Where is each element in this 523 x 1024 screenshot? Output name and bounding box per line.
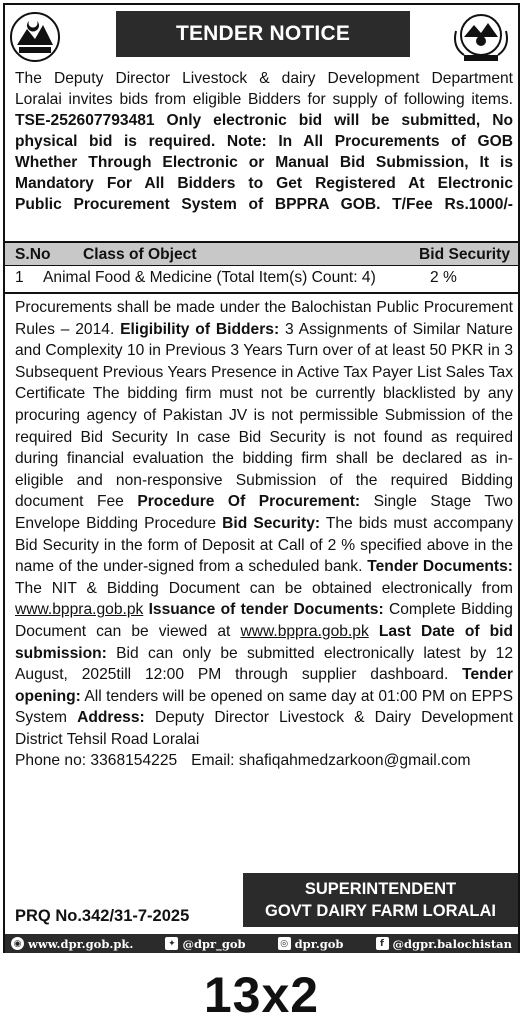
issuance-text: Complete Bidding Document can be viewed at [15, 601, 513, 640]
footer-web[interactable] [11, 937, 133, 951]
livestock-department-emblem-icon [450, 11, 512, 63]
procurement-rules-text: Procurements shall be made under the Balochistan Public Procurement Rules – 2014. [15, 299, 513, 338]
notice-header [5, 5, 518, 65]
procedure-text: Single Stage Two Envelope Bidding Procedure [15, 493, 513, 532]
intro-bold-line: Public Procurement System of BPPRA GOB. T/Fee Rs.1000/- [15, 196, 513, 213]
intro-bold-line: physical bid is required. Note: In All Procurements of GOB [15, 133, 513, 150]
issuance-label: Issuance of tender Documents: [148, 601, 384, 619]
intro-bold-line: TSE-252607793481 Only electronic bid will be submitted, No [15, 112, 513, 129]
table-row [5, 266, 518, 294]
items-table-header [5, 241, 518, 266]
footer-instagram-text: dpr.gob [294, 936, 344, 951]
bppra-link[interactable]: www.bppra.gob.pk [240, 622, 369, 640]
signatory-title: SUPERINTENDENT [304, 880, 457, 898]
intro-bold-line: Mandatory For All Bidders to Get Registered At Electronic [15, 175, 513, 192]
tender-documents-text: The NIT & Bidding Document can be obtained electronically from [15, 579, 513, 597]
cell-class: Animal Food & Medicine (Total Item(s) Count: 4) [43, 269, 376, 286]
eligibility-label: Eligibility of Bidders: [120, 320, 280, 338]
tender-opening-text: All tenders will be opened on same day at 01:00 PM on EPPS System [15, 687, 513, 727]
intro-line: The Deputy Director Livestock & dairy Development Department [15, 70, 513, 87]
page-title: TENDER NOTICE [116, 11, 410, 57]
intro-line: Loralai invites bids from eligible Bidders for supply of following items. [15, 91, 513, 108]
email-address: Email: shafiqahmedzarkoon@gmail.com [191, 752, 471, 770]
footer-instagram[interactable] [278, 937, 344, 951]
footer-twitter[interactable] [165, 937, 245, 951]
twitter-icon: ✦ [165, 937, 178, 950]
cell-sno: 1 [15, 269, 24, 286]
tender-opening-label: Tender opening: [15, 666, 513, 705]
column-header-class: Class of Object [83, 246, 197, 263]
facebook-icon: f [376, 937, 389, 950]
phone-number: Phone no: 3368154225 [15, 752, 178, 770]
intro-bold-line: Whether Through Electronic or Manual Bid Submission, It is [15, 154, 513, 171]
bppra-link[interactable]: www.bppra.gob.pk [15, 601, 144, 619]
footer-facebook-text: @dgpr.balochistan [392, 936, 512, 951]
eligibility-text: 3 Assignments of Similar Nature and Complexity 10 in Previous 3 Years Turn over of at least 50 PKR in 3 Subsequent Previous Years Presence in Active Tax Payer List Sales Tax Certificate The bidding firm must not be currently blacklisted by any procuring agency of Pakistan JV is not permissible Submission of the required Bid Security In case Bid Security is not found as required during financial evaluation the bidding firm shall be declared as in-eligible and non-responsive Submission of the required Bidding document Fee [15, 320, 513, 511]
notice-intro [15, 68, 513, 215]
tender-documents-label: Tender Documents: [367, 558, 513, 576]
column-header-sno: S.No [15, 246, 51, 263]
footer-facebook[interactable] [376, 937, 513, 951]
column-header-security: Bid Security [419, 246, 510, 263]
ad-size-tag: 13x2 [203, 967, 320, 1023]
notice-body [15, 297, 513, 772]
cell-security: 2 % [430, 269, 457, 286]
social-footer [5, 934, 518, 953]
bid-security-text: The bids must accompany Bid Security in the form of Deposit at Call of 2 % specified above in the name of the under-signed from a scheduled bank. [15, 514, 514, 576]
address-label: Address: [77, 709, 145, 727]
procedure-label: Procedure Of Procurement: [137, 493, 361, 511]
balochistan-emblem-icon [9, 11, 61, 63]
contact-line [15, 750, 513, 772]
signatory-office: GOVT DAIRY FARM LORALAI [265, 902, 496, 920]
body-paragraph [15, 297, 513, 750]
globe-icon: ◉ [11, 937, 24, 950]
prq-number: PRQ No.342/31-7-2025 [15, 907, 190, 925]
address-text: Deputy Director Livestock & Dairy Development District Tehsil Road Loralai [15, 709, 513, 748]
footer-web-text: www.dpr.gob.pk. [28, 936, 134, 951]
footer-twitter-text: @dpr_gob [182, 936, 246, 951]
last-date-label: Last Date of bid submission: [15, 622, 513, 662]
tender-notice-frame [3, 3, 520, 953]
instagram-icon: ◎ [278, 937, 291, 950]
signature-block [243, 873, 518, 927]
bid-security-label: Bid Security: [222, 514, 321, 532]
last-date-text: Bid can only be submitted electronically latest by 12 August, 2025till 12:00 PM through supplier dashboard. [15, 644, 513, 684]
